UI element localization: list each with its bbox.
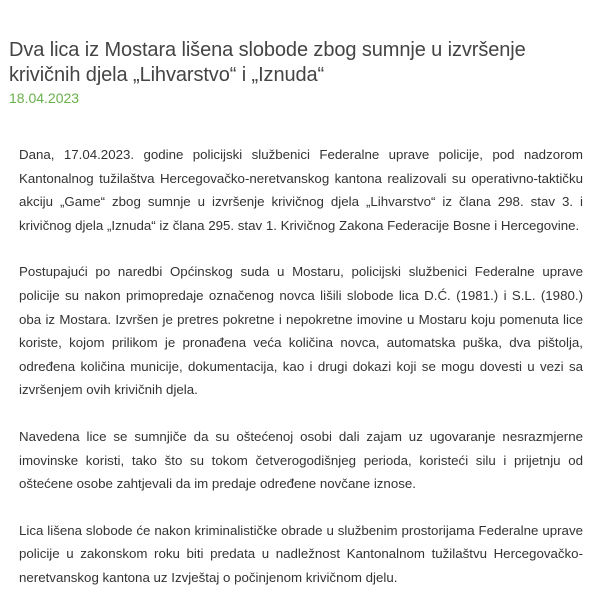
article-paragraph-4: Lica lišena slobode će nakon kriminalističke obrade u službenim prostorijama Federalne uprave policije u zakonskom roku biti predata u nadležnost Kantonalnom tužilaštvu Hercegovačko-neretvanskog kantona uz Izvještaj o počinjenom krivičnom djelu. <box>19 522 583 585</box>
article-date: 18.04.2023 <box>9 90 80 106</box>
article-header <box>9 38 594 107</box>
article-title: Dva lica iz Mostara lišena slobode zbog sumnje u izvršenje krivičnih djela „Lihvarstvo“ i „Iznuda“ <box>9 39 526 86</box>
article-paragraph-3: Navedena lice se sumnjiče da su oštećenoj osobi dali zajam uz ugovaranje nesrazmjerne imovinske koristi, tako što su tokom četverogodišnjeg perioda, koristeći silu i prijetnju od oštećene osobe zahtjevali da im predaje određene novčane iznose. <box>19 428 583 492</box>
article-body <box>19 143 583 600</box>
article-paragraph-2: Postupajući po naredbi Općinskog suda u Mostaru, policijski službenici Federalne uprave policije su nakon primopredaje označenog novca lišili slobode lica D.Ć. (1981.) i S.L. (1980.) oba iz Mostara. Izvršen je pretres pokretne i nepokretne imovine u Mostaru koju pomenuta lice koriste, kojom prilikom je pronađena veća količina novca, automatska puška, dva pištolja, određena količina municije, dokumentacija, kao i drugi dokazi koji se mogu dovesti u vezi sa izvršenjem ovih krivičnih djela. <box>19 264 583 398</box>
article-paragraph-1: Dana, 17.04.2023. godine policijski službenici Federalne uprave policije, pod nadzorom Kantonalnog tužilaštva Hercegovačko-neretvanskog kantona realizovali su operativno-taktičku akciju „Game“ zbog sumnje u izvršenje krivičnog djela „Lihvarstvo“ iz člana 298. stav 3. i krivičnog djela „Iznuda“ iz člana 295. stav 1. Krivičnog Zakona Federacije Bosne i Hercegovine. <box>19 147 583 233</box>
